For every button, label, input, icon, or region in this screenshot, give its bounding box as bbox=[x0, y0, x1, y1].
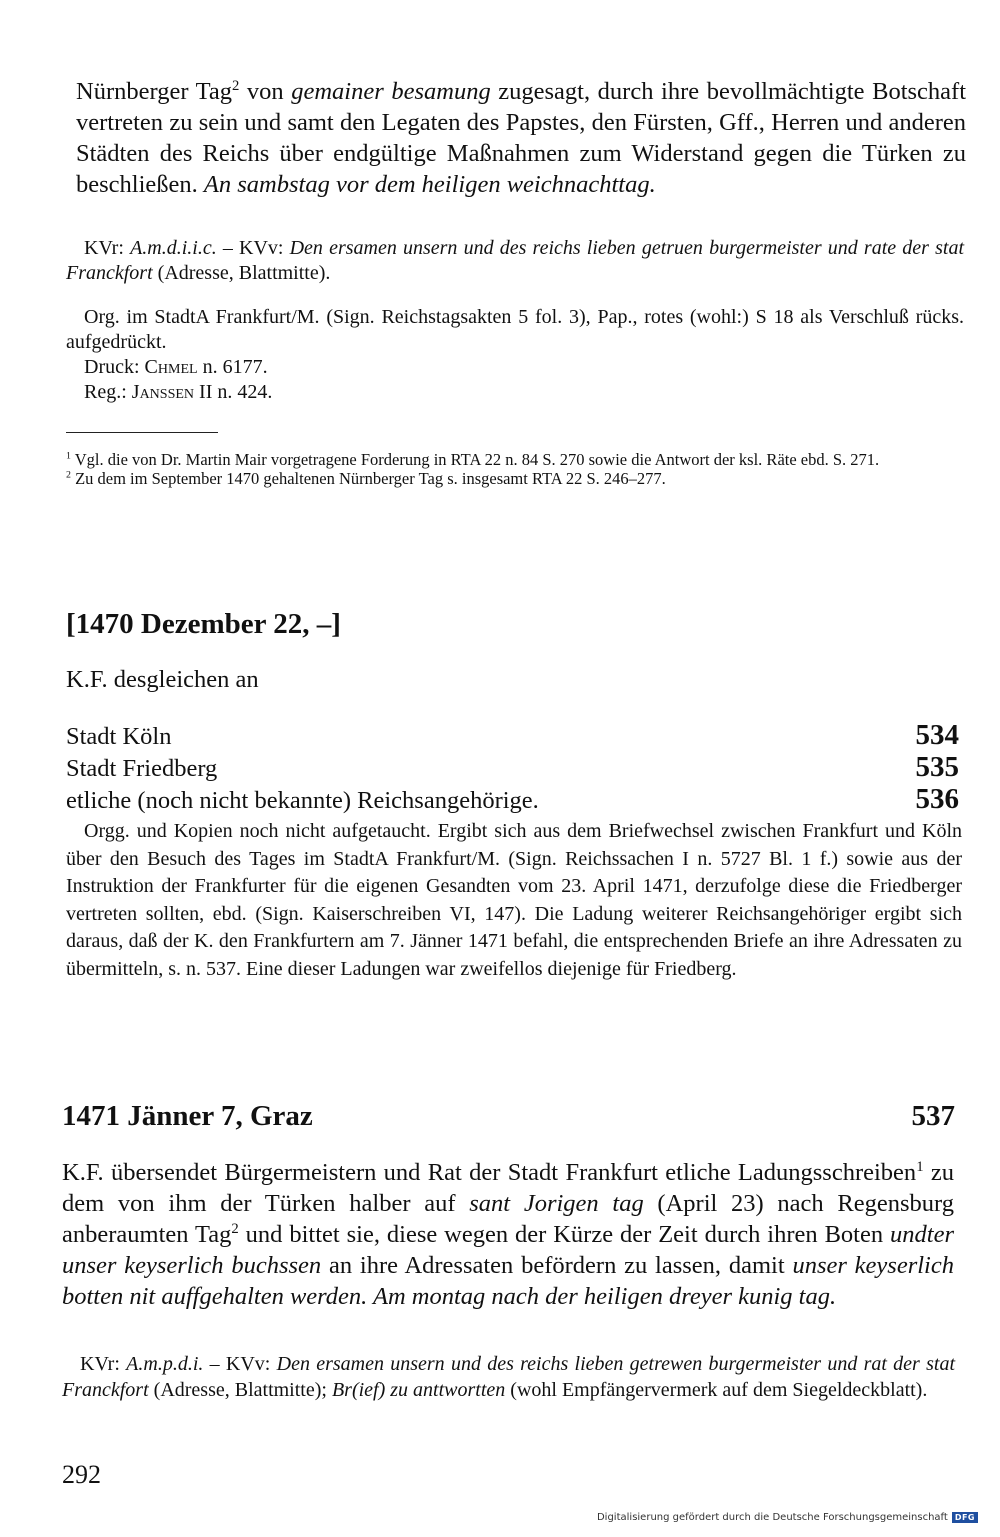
kvv-label: – KVv: bbox=[216, 237, 290, 259]
footnotes bbox=[66, 450, 964, 488]
kv-tail: (wohl Empfängervermerk auf dem Siegeldeckblatt). bbox=[505, 1379, 928, 1401]
entry-label: Stadt Friedberg bbox=[66, 755, 218, 782]
section-2-heading: 1471 Jänner 7, Graz bbox=[62, 1100, 313, 1132]
s2-text-4: und bittet sie, diese wegen der Kürze der Zeit durch ihren Boten bbox=[238, 1221, 891, 1248]
reg-line bbox=[66, 380, 964, 405]
kvr-label: KVr: bbox=[84, 237, 131, 259]
page-number: 292 bbox=[62, 1460, 101, 1489]
dfg-logo-icon: DFG bbox=[952, 1512, 978, 1523]
footnote-num-1: 1 bbox=[66, 450, 71, 462]
org-note-1 bbox=[66, 305, 964, 405]
section-2-paragraph bbox=[62, 1157, 954, 1312]
footnote-text-1: Vgl. die von Dr. Martin Mair vorgetragene Forderung in RTA 22 n. 84 S. 270 sowie die Antwort der ksl. Räte ebd. S. 271. bbox=[70, 450, 880, 469]
section-1-note: Orgg. und Kopien noch nicht aufgetaucht. Ergibt sich aus dem Briefwechsel zwischen Frankfurt und Köln über den Besuch des Tages im StadtA Frankfurt/M. (Sign. Reichssachen I n. 5727 Bl. 1 f.) sowie aus der Instruktion der Frankfurter für die eigenen Gesandten vom 23. April 1471, derzufolge diese die Friedberger vertreten sollten, ebd. (Sign. Kaiserschreiben VI, 147). Die Ladung weiterer Reichsangehöriger ergibt sich daraus, daß der K. den Frankfurtern am 7. Jänner 1471 befahl, die entsprechenden Briefe an ihre Adressaten zu übermitteln, s. n. 537. Eine dieser Ladungen war zweifellos diejenige für Friedberg. bbox=[66, 820, 962, 980]
druck-ref: n. 6177. bbox=[197, 356, 268, 378]
section-1-intro: K.F. desgleichen an bbox=[66, 666, 259, 693]
kvr-label: KVr: bbox=[80, 1353, 127, 1375]
top-italic-2: An sambstag vor dem heiligen weichnachttag. bbox=[203, 171, 656, 198]
top-italic-1: gemainer besamung bbox=[291, 78, 491, 105]
kvv-address: Den ersamen unsern und des reichs lieben getruen burgermeister und rate der stat Franckfort bbox=[66, 237, 965, 284]
kv-note-2 bbox=[62, 1351, 955, 1403]
kv-mid: (Adresse, Blattmitte); bbox=[148, 1379, 332, 1401]
top-paragraph bbox=[76, 76, 966, 200]
reg-label: Reg.: bbox=[84, 381, 132, 403]
brief-note: Br(ief) zu anttwortten bbox=[331, 1379, 506, 1401]
s2-italic-3: unser keyserlich botten nit auffgehalten werden. Am montag nach der heiligen dreyer kunig tag. bbox=[62, 1252, 954, 1310]
druck-line bbox=[66, 355, 964, 380]
footnote-text-2: Zu dem im September 1470 gehaltenen Nürnberger Tag s. insgesamt RTA 22 S. 246–277. bbox=[70, 469, 666, 488]
top-text-3: zugesagt, durch ihre bevollmächtigte Botschaft vertreten zu sein und samt den Legaten des Papstes, den Fürsten, Gff., Herren und anderen Städten des Reichs über endgültige Maßnahmen zum Widerstand gegen die Türken zu beschließen. bbox=[76, 78, 967, 198]
section-1-heading: [1470 Dezember 22, –] bbox=[66, 608, 341, 640]
kvv-address: Den ersamen unsern und des reichs lieben getrewen burgermeister und rat der stat Franckfort bbox=[62, 1353, 955, 1401]
entry-number[interactable]: 535 bbox=[915, 751, 959, 783]
kvv-label: – KVv: bbox=[203, 1353, 277, 1375]
org-text: Org. im StadtA Frankfurt/M. (Sign. Reichstagsakten 5 fol. 3), Pap., rotes (wohl:) S 18 als Verschluß rücks. aufgedrückt. bbox=[66, 306, 964, 353]
kvr-value: A.m.d.i.i.c. bbox=[130, 237, 217, 259]
entry-row bbox=[66, 784, 959, 816]
top-text-1: Nürnberger Tag bbox=[76, 78, 232, 105]
entry-list bbox=[66, 720, 959, 816]
footnote-2 bbox=[66, 469, 964, 488]
footnote-1 bbox=[66, 450, 964, 469]
reg-ref: II n. 424. bbox=[194, 381, 273, 403]
kv-tail: (Adresse, Blattmitte). bbox=[152, 262, 331, 284]
druck-label: Druck: bbox=[84, 356, 145, 378]
section-2-number: 537 bbox=[911, 1100, 955, 1132]
entry-number[interactable]: 534 bbox=[915, 719, 959, 751]
dfg-footer-text: Digitalisierung gefördert durch die Deutsche Forschungsgemeinschaft bbox=[596, 1512, 948, 1523]
reg-author: Janssen bbox=[131, 381, 195, 403]
s2-italic-2: undter unser keyserlich buchssen bbox=[62, 1221, 954, 1279]
footnote-ref-2[interactable]: 2 bbox=[231, 77, 240, 94]
s2-text-1: K.F. übersendet Bürgermeistern und Rat der Stadt Frankfurt etliche Ladungsschreiben bbox=[62, 1159, 917, 1186]
footnote-num-2: 2 bbox=[66, 469, 71, 481]
s2-italic-1: sant Jorigen tag bbox=[469, 1190, 644, 1217]
s2-text-5: an ihre Adressaten befördern zu lassen, damit bbox=[321, 1252, 793, 1279]
druck-author: Chmel bbox=[144, 356, 198, 378]
kvr-value: A.m.p.d.i. bbox=[126, 1353, 204, 1375]
entry-number[interactable]: 536 bbox=[915, 783, 959, 815]
kv-note-1 bbox=[66, 236, 964, 286]
section-2-heading-row bbox=[62, 1098, 955, 1134]
s2-footnote-ref-1[interactable]: 1 bbox=[916, 1158, 924, 1175]
s2-text-3: (April 23) nach Regensburg anberaumten Tag bbox=[62, 1190, 954, 1248]
entry-label: Stadt Köln bbox=[66, 723, 172, 750]
footnote-divider bbox=[66, 432, 218, 433]
s2-text-2: zu dem von ihm der Türken halber auf bbox=[62, 1159, 954, 1217]
s2-footnote-ref-2[interactable]: 2 bbox=[231, 1220, 239, 1237]
dfg-footer bbox=[597, 1512, 978, 1523]
entry-label: etliche (noch nicht bekannte) Reichsangehörige. bbox=[66, 787, 539, 814]
entry-row bbox=[66, 752, 959, 784]
entry-row bbox=[66, 720, 959, 752]
top-text-2: von bbox=[239, 78, 292, 105]
